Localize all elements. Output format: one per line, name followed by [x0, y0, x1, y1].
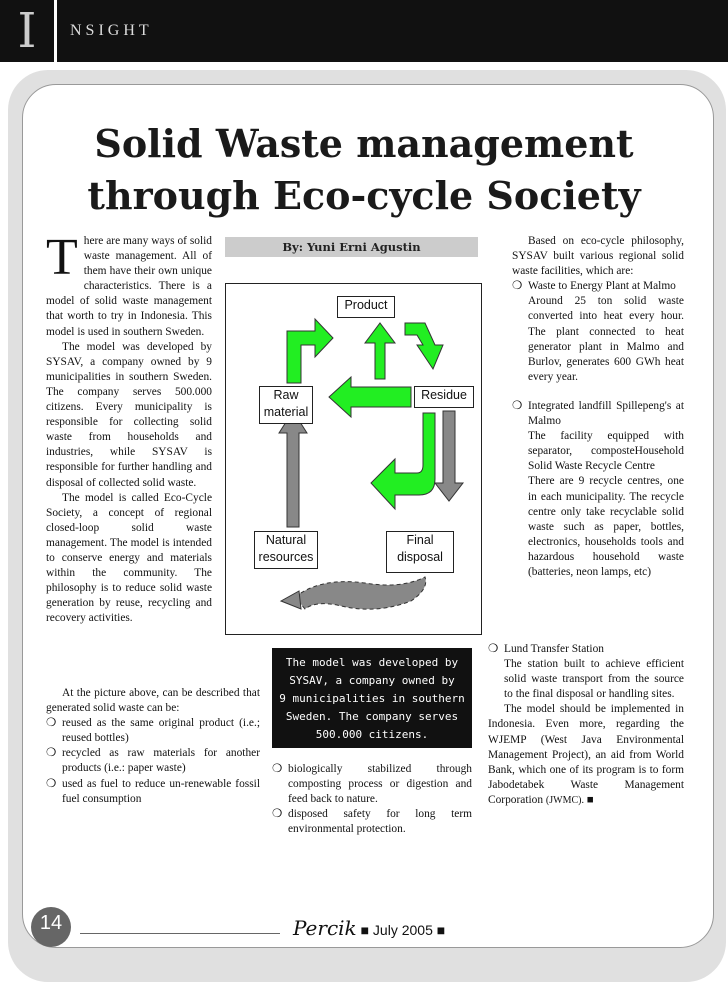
list-item: ❍ used as fuel to reduce un-renewable fossil fuel consumption: [46, 777, 260, 805]
arrow-raw-to-product: [287, 319, 333, 383]
bullet-icon: ❍: [46, 777, 57, 790]
left-paragraph-1: here are many ways of solid waste management. All of them have their own unique characteristics. There is a model of solid waste management that worth to try in Indonesia. This model is used in southern Sweden.: [46, 235, 212, 338]
left-paragraph-2: The model was developed by SYSAV, a company owned by 9 municipalities in southern Sweden. The company serves 500.000 citizens. Every municipality is responsible for collecting solid waste from households and industries, while SYSAV is responsible for further handling and disposal of collected solid waste.: [46, 340, 212, 489]
section-initial: I: [0, 0, 57, 62]
list-item: ❍ recycled as raw materials for another products (i.e.: paper waste): [46, 747, 260, 775]
middle-column-bottom: [272, 762, 472, 837]
arrow-residue-to-product: [365, 323, 395, 379]
title-line-1: Solid Waste management: [94, 121, 634, 166]
bullet-icon: ❍: [272, 808, 283, 821]
label-natural-resources: Natural resources: [254, 531, 318, 569]
list-item: ❍ Integrated landfill Spillepeng's at Malmo The facility equipped with separator, composteHousehold Solid Waste Recycle Centre There are 9 recycle centres, one in each municipality. The recycle centre only take recyclable solid waste such as paper, bottles, electronics, households tools and hazardous household waste (batteries, neon lamps, etc): [512, 399, 684, 578]
bullet-icon: ❍: [512, 280, 523, 293]
left-paragraph-3-start: [46, 491, 212, 627]
square-icon: ■: [360, 922, 370, 938]
arrow-natural-to-raw: [279, 411, 307, 527]
left-column-bottom: [46, 686, 260, 807]
left-column-top: [46, 229, 212, 626]
footer-masthead: [293, 916, 445, 940]
right-column-bottom: [488, 642, 684, 808]
label-raw-material: Raw material: [259, 386, 313, 424]
byline: By: Yuni Erni Agustin: [225, 237, 478, 257]
list-item: ❍ Waste to Energy Plant at Malmo Around 25 ton solid waste converted into heat every hour. The plant connected to heat generator plant in Malmo and Burlov, generates 600 GWh heat every year.: [512, 280, 684, 383]
label-final-disposal: Final disposal: [386, 531, 454, 573]
bullet-icon: ❍: [272, 763, 283, 775]
page-number: 14: [31, 907, 71, 947]
bullet-icon: ❍: [512, 399, 523, 412]
right-closing: The model should be implemented in Indonesia. Even more, regarding the WJEMP (West Java Environmental Management Project), an aid from World Bank, which one of its program is to form Jabodetabek Waste Management Corporation (JWMC). ■: [488, 703, 684, 806]
square-icon: ■: [436, 922, 446, 938]
drop-cap: T: [46, 229, 78, 286]
right-column-top: [512, 234, 684, 580]
arrow-residue-to-raw: [329, 377, 411, 417]
list-item: ❍ reused as the same original product (i.e.; reused bottles): [46, 717, 260, 745]
arrow-final-to-natural-head: [281, 591, 301, 609]
label-product: Product: [337, 296, 395, 318]
issue-date: July 2005: [372, 922, 433, 938]
left-paragraph-4: At the picture above, can be described that generated solid waste can be:: [46, 687, 260, 715]
list-item: ❍ biologically stabilized through composting process or digestion and feed back to nature.: [272, 763, 472, 806]
arrow-residue-to-final: [371, 413, 435, 509]
arrow-product-to-residue: [405, 323, 443, 369]
list-item: ❍ disposed safety for long term environmental protection.: [272, 808, 472, 836]
section-title: NSIGHT: [70, 22, 153, 39]
arrow-residue-down-grey: [435, 411, 463, 501]
magazine-name: Percik: [293, 916, 357, 940]
article-title: [40, 118, 688, 222]
left-paragraph-3: The model is called Eco-Cycle Society, a concept of regional closed-loop solid waste management. The model is intended to conserve energy and materials within the community. The philosophy is to reduce solid waste generation by reuse, recycling and recovery activities.: [46, 491, 212, 625]
bullet-icon: ❍: [46, 747, 57, 760]
bullet-icon: ❍: [488, 643, 499, 655]
diagram-arrows: [225, 283, 480, 633]
footer-rule: [80, 933, 280, 934]
pull-quote: The model was developed by SYSAV, a company owned by 9 municipalities in southern Sweden. The company serves 500.000 citizens.: [272, 648, 472, 748]
bullet-icon: ❍: [46, 717, 57, 730]
title-line-2: through Eco-cycle Society: [87, 173, 641, 218]
label-residue: Residue: [414, 386, 474, 408]
arrow-final-to-natural: [295, 577, 426, 609]
list-item: ❍ Lund Transfer Station The station built to achieve efficient solid waste transport from the source to the final disposal or handling sites.: [488, 643, 684, 701]
right-intro: Based on eco-cycle philosophy, SYSAV built various regional solid waste facilities, which are:: [512, 235, 684, 278]
end-mark-icon: ■: [586, 793, 594, 806]
